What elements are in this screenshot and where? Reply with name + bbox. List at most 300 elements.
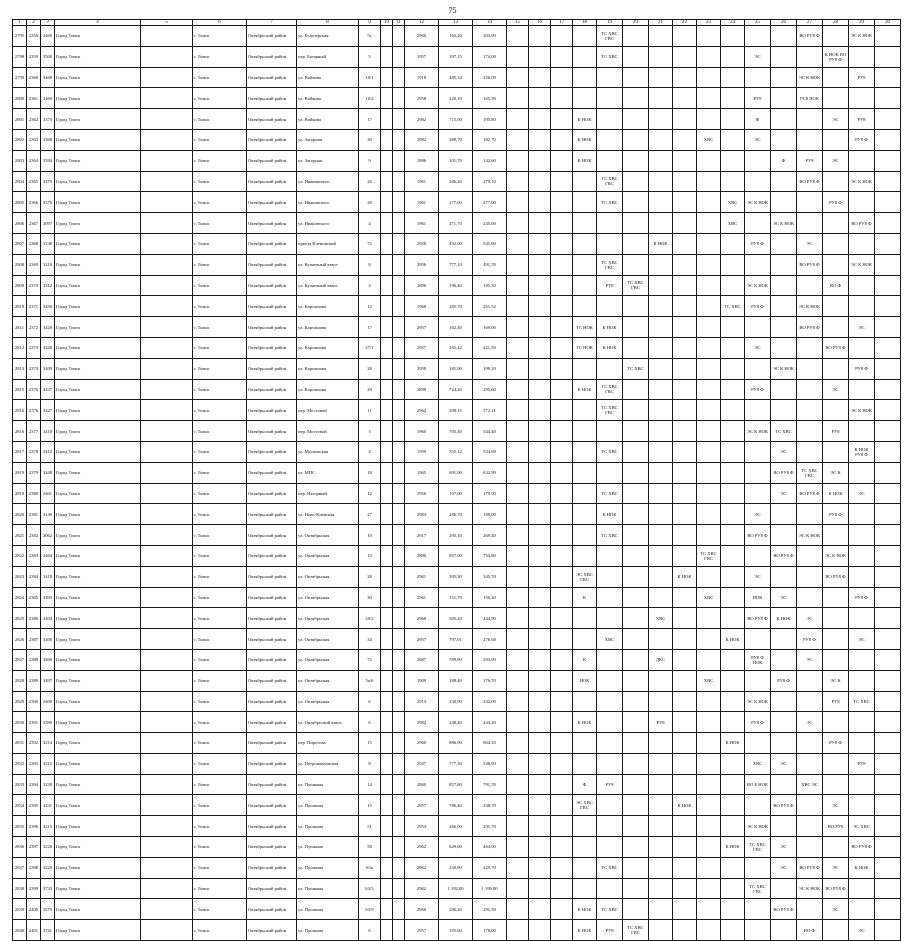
- table-cell: [623, 712, 649, 733]
- table-cell: [507, 899, 529, 920]
- column-number-header: 18: [573, 20, 597, 26]
- table-cell: 544,40: [473, 421, 507, 442]
- table-cell: 2363: [27, 129, 41, 150]
- table-cell: 250,90: [439, 691, 473, 712]
- table-cell: г. Томск: [193, 358, 247, 379]
- table-cell: 2830: [13, 712, 27, 733]
- table-cell: [649, 296, 673, 317]
- table-cell: г. Томск: [193, 545, 247, 566]
- table-cell: 2832: [13, 753, 27, 774]
- table-cell: [393, 88, 405, 109]
- table-cell: 2947: [405, 753, 439, 774]
- table-cell: г. Томск: [193, 296, 247, 317]
- column-number-header: 12: [405, 20, 439, 26]
- table-cell: [797, 337, 823, 358]
- table-cell: 3375: [41, 171, 55, 192]
- table-cell: РУ8 Ф: [797, 629, 823, 650]
- table-cell: [507, 88, 529, 109]
- table-cell: [721, 774, 745, 795]
- table-cell: [673, 920, 697, 941]
- table-cell: ЭС К НОК: [771, 213, 797, 234]
- table-cell: [849, 712, 875, 733]
- table-cell: 163,20: [439, 26, 473, 47]
- table-cell: [721, 317, 745, 338]
- table-cell: [529, 899, 551, 920]
- table-cell: [649, 587, 673, 608]
- register-body: [13, 26, 901, 941]
- table-cell: [721, 26, 745, 47]
- table-cell: 2811: [13, 317, 27, 338]
- table-cell: [551, 795, 573, 816]
- table-cell: ЭС К НОК: [823, 545, 849, 566]
- table-cell: [771, 171, 797, 192]
- table-cell: [771, 400, 797, 421]
- table-cell: [875, 629, 901, 650]
- table-cell: [551, 275, 573, 296]
- column-number-header: 25: [745, 20, 771, 26]
- table-cell: [393, 920, 405, 941]
- table-cell: [141, 192, 193, 213]
- table-cell: г. Томск: [193, 608, 247, 629]
- table-cell: ул. Пушкина: [297, 899, 359, 920]
- table-cell: [875, 670, 901, 691]
- table-cell: [381, 192, 393, 213]
- table-cell: Ф: [771, 150, 797, 171]
- table-cell: Город Томск: [55, 816, 141, 837]
- table-cell: К НОК: [673, 566, 697, 587]
- table-cell: 27/1: [359, 337, 381, 358]
- table-cell: [721, 483, 745, 504]
- table-cell: [381, 233, 393, 254]
- table-cell: [141, 525, 193, 546]
- table-cell: [849, 46, 875, 67]
- table-cell: Октябрьский район: [247, 774, 297, 795]
- table-cell: [393, 129, 405, 150]
- table-cell: К НОК: [823, 483, 849, 504]
- table-cell: [875, 254, 901, 275]
- table-cell: [597, 129, 623, 150]
- table-cell: Город Томск: [55, 192, 141, 213]
- table-cell: [507, 129, 529, 150]
- table-cell: 1957: [405, 46, 439, 67]
- table-row: [13, 587, 901, 608]
- table-cell: 886,90: [439, 733, 473, 754]
- table-cell: ул. МПС: [297, 462, 359, 483]
- table-cell: [573, 275, 597, 296]
- table-cell: ВО РУ8 Ф: [797, 254, 823, 275]
- table-cell: 492,00: [439, 233, 473, 254]
- table-cell: пер. Мостовой: [297, 400, 359, 421]
- table-cell: К НОК: [573, 712, 597, 733]
- table-cell: Город Томск: [55, 504, 141, 525]
- table-cell: РУ8: [649, 712, 673, 733]
- table-cell: ВО Ф: [823, 275, 849, 296]
- table-cell: [697, 649, 721, 670]
- table-cell: Октябрьский район: [247, 254, 297, 275]
- table-cell: [393, 233, 405, 254]
- table-cell: 203,90: [473, 26, 507, 47]
- table-cell: [875, 920, 901, 941]
- table-cell: Город Томск: [55, 525, 141, 546]
- table-cell: ЭС: [797, 712, 823, 733]
- table-cell: ул. Ивановского: [297, 213, 359, 234]
- table-cell: ВО РУ8 Ф: [849, 837, 875, 858]
- table-cell: [141, 421, 193, 442]
- table-cell: [381, 358, 393, 379]
- table-cell: [771, 379, 797, 400]
- table-cell: ул. Загорная: [297, 150, 359, 171]
- table-cell: 8: [359, 254, 381, 275]
- table-cell: 3733: [41, 878, 55, 899]
- table-cell: [797, 358, 823, 379]
- table-cell: РУ8 Ф: [823, 733, 849, 754]
- table-row: [13, 150, 901, 171]
- table-cell: 3215: [41, 753, 55, 774]
- table-cell: [551, 400, 573, 421]
- table-cell: [697, 441, 721, 462]
- table-cell: [771, 920, 797, 941]
- table-cell: [529, 379, 551, 400]
- table-cell: [697, 566, 721, 587]
- table-cell: ул. Ивановского: [297, 171, 359, 192]
- table-cell: [381, 795, 393, 816]
- table-cell: [381, 317, 393, 338]
- table-cell: [697, 462, 721, 483]
- table-cell: [771, 129, 797, 150]
- table-cell: [381, 545, 393, 566]
- table-cell: ТС НОК: [573, 337, 597, 358]
- table-cell: [597, 587, 623, 608]
- table-cell: [623, 629, 649, 650]
- table-cell: [529, 192, 551, 213]
- table-cell: [507, 837, 529, 858]
- table-cell: 189,00: [473, 504, 507, 525]
- table-cell: ЭС К НОК: [849, 171, 875, 192]
- table-cell: ТС ХВС: [771, 421, 797, 442]
- table-cell: [507, 795, 529, 816]
- table-cell: 345,70: [473, 566, 507, 587]
- table-cell: ТС ХВС ГВС: [597, 26, 623, 47]
- table-cell: [623, 150, 649, 171]
- table-cell: [721, 816, 745, 837]
- table-cell: 1 192,00: [439, 878, 473, 899]
- table-cell: [623, 129, 649, 150]
- table-cell: [381, 400, 393, 421]
- table-cell: 1959: [405, 441, 439, 462]
- table-cell: [649, 317, 673, 338]
- table-cell: [529, 421, 551, 442]
- table-cell: [141, 462, 193, 483]
- table-cell: [551, 483, 573, 504]
- column-number-header: 9: [359, 20, 381, 26]
- table-row: [13, 275, 901, 296]
- table-cell: [597, 753, 623, 774]
- table-cell: [381, 67, 393, 88]
- table-cell: 2370: [27, 275, 41, 296]
- table-cell: РУ8 Ф: [771, 670, 797, 691]
- table-cell: [623, 254, 649, 275]
- table-cell: [673, 462, 697, 483]
- table-cell: [849, 733, 875, 754]
- table-cell: [597, 88, 623, 109]
- table-cell: [551, 46, 573, 67]
- table-cell: ЭС К НОК: [745, 275, 771, 296]
- table-cell: РУ8: [597, 920, 623, 941]
- table-cell: ХВС: [721, 192, 745, 213]
- table-cell: [721, 920, 745, 941]
- table-cell: [771, 254, 797, 275]
- table-cell: [551, 691, 573, 712]
- table-cell: [381, 441, 393, 462]
- table-cell: [529, 46, 551, 67]
- table-cell: 2362: [27, 109, 41, 130]
- table-cell: [529, 337, 551, 358]
- table-cell: [529, 129, 551, 150]
- table-cell: ул. Октябрьская: [297, 629, 359, 650]
- table-cell: [875, 483, 901, 504]
- table-cell: [507, 504, 529, 525]
- table-cell: [875, 733, 901, 754]
- column-number-header: 19: [597, 20, 623, 26]
- table-cell: 10/1: [359, 67, 381, 88]
- table-cell: 2836: [13, 837, 27, 858]
- table-cell: РУ8: [849, 109, 875, 130]
- table-cell: Октябрьский район: [247, 441, 297, 462]
- table-cell: [875, 233, 901, 254]
- column-number-header: 23: [697, 20, 721, 26]
- table-cell: 18: [359, 462, 381, 483]
- table-cell: 3231: [41, 795, 55, 816]
- table-cell: [381, 837, 393, 858]
- table-cell: [381, 421, 393, 442]
- table-cell: [573, 254, 597, 275]
- table-cell: [721, 358, 745, 379]
- table-cell: г. Томск: [193, 837, 247, 858]
- table-cell: [507, 816, 529, 837]
- table-cell: [393, 462, 405, 483]
- table-cell: [141, 88, 193, 109]
- table-cell: 1961: [405, 192, 439, 213]
- table-cell: 271,70: [439, 213, 473, 234]
- table-cell: 5: [359, 46, 381, 67]
- table-cell: 691,00: [439, 462, 473, 483]
- table-cell: [381, 878, 393, 899]
- table-cell: 444,90: [473, 608, 507, 629]
- table-cell: г. Томск: [193, 649, 247, 670]
- table-cell: 185,30: [473, 275, 507, 296]
- table-cell: 243,20: [473, 712, 507, 733]
- table-cell: [721, 566, 745, 587]
- table-cell: Город Томск: [55, 878, 141, 899]
- table-cell: [393, 421, 405, 442]
- table-cell: [529, 816, 551, 837]
- table-cell: [393, 795, 405, 816]
- table-row: [13, 296, 901, 317]
- table-cell: 2840: [13, 920, 27, 941]
- table-cell: [771, 26, 797, 47]
- table-cell: [573, 545, 597, 566]
- table-cell: ЭС: [823, 379, 849, 400]
- table-cell: [393, 213, 405, 234]
- table-cell: 63а: [359, 857, 381, 878]
- table-cell: 277,00: [473, 192, 507, 213]
- table-cell: 2391: [27, 712, 41, 733]
- table-cell: 464,00: [473, 837, 507, 858]
- table-cell: [697, 150, 721, 171]
- table-cell: 555,12: [439, 441, 473, 462]
- table-cell: 245,00: [473, 213, 507, 234]
- table-cell: 3149: [41, 504, 55, 525]
- table-cell: ЭС: [771, 857, 797, 878]
- table-cell: [529, 837, 551, 858]
- table-cell: г. Томск: [193, 337, 247, 358]
- table-cell: [649, 129, 673, 150]
- table-cell: 5г: [359, 26, 381, 47]
- table-cell: [649, 171, 673, 192]
- table-cell: [623, 795, 649, 816]
- table-cell: Город Томск: [55, 733, 141, 754]
- table-cell: [849, 566, 875, 587]
- table-cell: [849, 421, 875, 442]
- table-cell: [875, 774, 901, 795]
- table-cell: [573, 233, 597, 254]
- table-cell: Город Томск: [55, 317, 141, 338]
- table-cell: [721, 649, 745, 670]
- table-cell: НОК: [745, 587, 771, 608]
- table-cell: [745, 483, 771, 504]
- table-cell: [141, 254, 193, 275]
- table-row: [13, 691, 901, 712]
- table-row: [13, 337, 901, 358]
- table-cell: [849, 233, 875, 254]
- table-cell: [797, 213, 823, 234]
- table-cell: г. Томск: [193, 899, 247, 920]
- table-cell: [875, 691, 901, 712]
- table-cell: [649, 774, 673, 795]
- table-cell: [573, 358, 597, 379]
- table-cell: 13: [359, 545, 381, 566]
- table-cell: РС8 НОК: [797, 88, 823, 109]
- table-cell: [507, 920, 529, 941]
- table-cell: 2379: [27, 462, 41, 483]
- table-cell: Октябрьский район: [247, 691, 297, 712]
- table-cell: [673, 379, 697, 400]
- table-cell: ул. Пушкина: [297, 857, 359, 878]
- table-cell: 196,40: [439, 275, 473, 296]
- table-cell: [771, 192, 797, 213]
- table-cell: [551, 67, 573, 88]
- table-cell: 541,60: [473, 233, 507, 254]
- table-cell: Октябрьский район: [247, 504, 297, 525]
- table-cell: [529, 109, 551, 130]
- table-cell: [697, 317, 721, 338]
- table-cell: Октябрьский район: [247, 46, 297, 67]
- table-cell: [393, 566, 405, 587]
- table-cell: [745, 150, 771, 171]
- table-cell: [507, 254, 529, 275]
- table-cell: [649, 691, 673, 712]
- table-cell: 2956: [405, 254, 439, 275]
- table-cell: [649, 26, 673, 47]
- table-cell: [393, 358, 405, 379]
- table-cell: 2827: [13, 649, 27, 670]
- table-cell: [529, 920, 551, 941]
- table-cell: [551, 109, 573, 130]
- table-cell: [597, 837, 623, 858]
- table-cell: [649, 733, 673, 754]
- table-cell: 485,34: [439, 67, 473, 88]
- table-cell: Октябрьский район: [247, 379, 297, 400]
- table-cell: [649, 379, 673, 400]
- table-cell: Город Томск: [55, 712, 141, 733]
- table-cell: [381, 920, 393, 941]
- table-cell: ЭС: [771, 483, 797, 504]
- table-cell: [381, 629, 393, 650]
- table-cell: 3368: [41, 129, 55, 150]
- table-cell: [649, 753, 673, 774]
- table-cell: [697, 878, 721, 899]
- column-number-header: 7: [247, 20, 297, 26]
- table-cell: [623, 46, 649, 67]
- table-cell: 2802: [13, 129, 27, 150]
- table-cell: РУ8 Ф: [849, 129, 875, 150]
- table-cell: Октябрьский район: [247, 88, 297, 109]
- column-number-header: 17: [551, 20, 573, 26]
- table-cell: 2819: [13, 483, 27, 504]
- table-cell: [597, 213, 623, 234]
- table-cell: [381, 88, 393, 109]
- table-cell: 3: [359, 275, 381, 296]
- table-cell: ХВС: [649, 608, 673, 629]
- table-row: [13, 837, 901, 858]
- table-cell: [771, 233, 797, 254]
- table-cell: [797, 587, 823, 608]
- table-cell: [771, 67, 797, 88]
- table-cell: [507, 317, 529, 338]
- table-cell: 3404: [41, 608, 55, 629]
- table-cell: [771, 525, 797, 546]
- table-row: [13, 795, 901, 816]
- table-cell: 2961: [405, 587, 439, 608]
- table-cell: [573, 462, 597, 483]
- table-cell: Город Томск: [55, 233, 141, 254]
- table-cell: ТС ХВС ГВС: [623, 920, 649, 941]
- table-cell: Октябрьский район: [247, 795, 297, 816]
- table-cell: 2982: [405, 712, 439, 733]
- table-cell: [573, 733, 597, 754]
- table-cell: 2360: [27, 67, 41, 88]
- table-cell: [721, 608, 745, 629]
- table-cell: К НОК: [573, 920, 597, 941]
- table-cell: [623, 753, 649, 774]
- table-cell: [875, 46, 901, 67]
- table-cell: [529, 296, 551, 317]
- table-cell: [393, 109, 405, 130]
- table-cell: [507, 337, 529, 358]
- table-cell: г. Томск: [193, 192, 247, 213]
- table-cell: 3420: [41, 317, 55, 338]
- table-cell: [529, 441, 551, 462]
- table-cell: [673, 192, 697, 213]
- table-cell: 2957: [405, 795, 439, 816]
- table-cell: [721, 899, 745, 920]
- table-cell: ВО РУ8 Ф: [745, 525, 771, 546]
- table-cell: [745, 920, 771, 941]
- table-cell: [529, 545, 551, 566]
- table-cell: Октябрьский район: [247, 712, 297, 733]
- column-number-header: 11: [393, 20, 405, 26]
- table-cell: [745, 358, 771, 379]
